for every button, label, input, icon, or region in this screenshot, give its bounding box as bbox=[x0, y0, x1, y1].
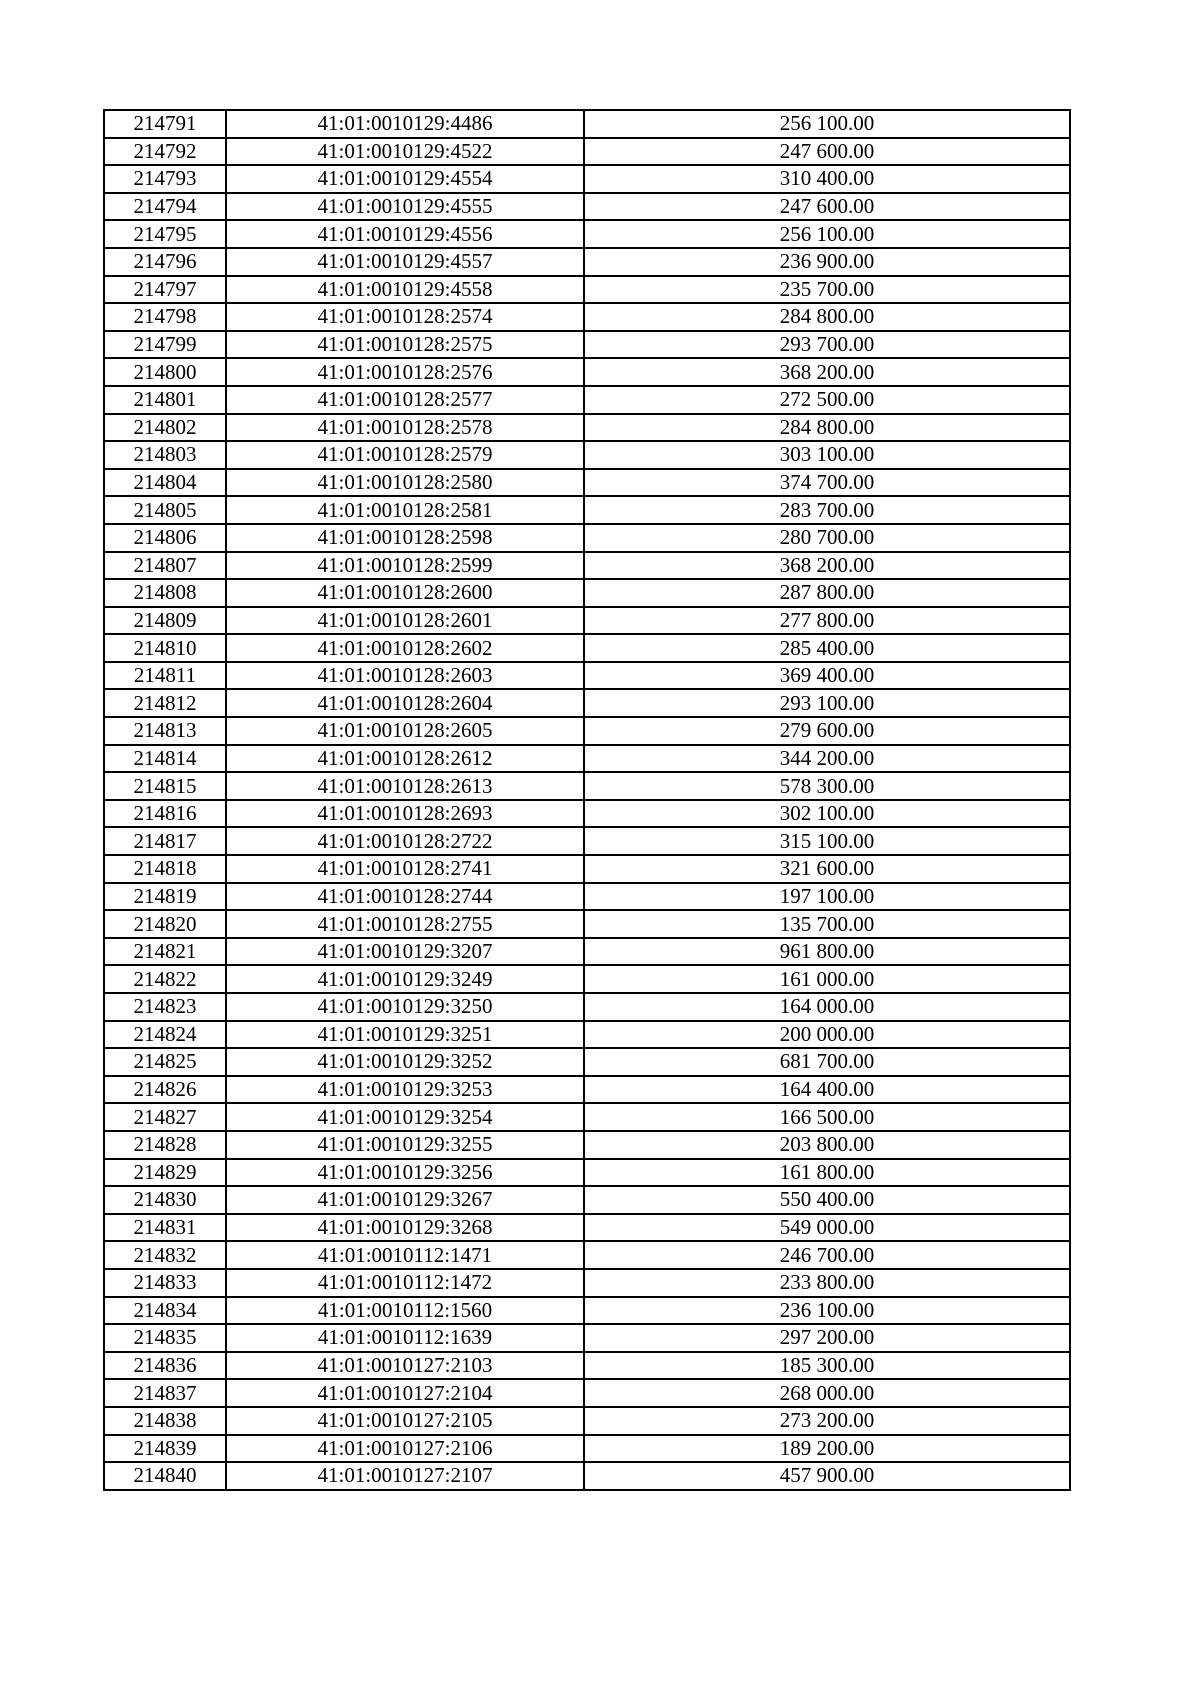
cadastral-value-cell: 233 800.00 bbox=[584, 1269, 1070, 1297]
table-row bbox=[104, 883, 1070, 911]
cadastral-value-cell: 961 800.00 bbox=[584, 938, 1070, 966]
table-row bbox=[104, 496, 1070, 524]
row-number-cell: 214818 bbox=[104, 855, 226, 883]
row-number-cell: 214820 bbox=[104, 910, 226, 938]
cadastral-value-cell: 321 600.00 bbox=[584, 855, 1070, 883]
cadastral-value-cell: 161 000.00 bbox=[584, 965, 1070, 993]
table-row bbox=[104, 1186, 1070, 1214]
row-number-cell: 214813 bbox=[104, 717, 226, 745]
table-row bbox=[104, 1297, 1070, 1325]
cadastral-value-cell: 268 000.00 bbox=[584, 1379, 1070, 1407]
row-number-cell: 214821 bbox=[104, 938, 226, 966]
row-number-cell: 214832 bbox=[104, 1241, 226, 1269]
cadastral-number-cell: 41:01:0010128:2598 bbox=[226, 524, 584, 552]
cadastral-value-cell: 247 600.00 bbox=[584, 138, 1070, 166]
cadastral-value-cell: 369 400.00 bbox=[584, 662, 1070, 690]
table-row bbox=[104, 248, 1070, 276]
table-row bbox=[104, 193, 1070, 221]
table-row bbox=[104, 1076, 1070, 1104]
row-number-cell: 214805 bbox=[104, 496, 226, 524]
cadastral-value-cell: 302 100.00 bbox=[584, 800, 1070, 828]
row-number-cell: 214808 bbox=[104, 579, 226, 607]
table-row bbox=[104, 220, 1070, 248]
table-row bbox=[104, 1131, 1070, 1159]
table-row bbox=[104, 303, 1070, 331]
cadastral-number-cell: 41:01:0010129:3268 bbox=[226, 1214, 584, 1242]
cadastral-number-cell: 41:01:0010127:2103 bbox=[226, 1352, 584, 1380]
table-row bbox=[104, 138, 1070, 166]
cadastral-number-cell: 41:01:0010128:2693 bbox=[226, 800, 584, 828]
row-number-cell: 214811 bbox=[104, 662, 226, 690]
table-row bbox=[104, 1352, 1070, 1380]
row-number-cell: 214836 bbox=[104, 1352, 226, 1380]
cadastral-number-cell: 41:01:0010128:2601 bbox=[226, 607, 584, 635]
cadastral-number-cell: 41:01:0010127:2106 bbox=[226, 1435, 584, 1463]
cadastral-value-cell: 315 100.00 bbox=[584, 827, 1070, 855]
cadastral-value-cell: 284 800.00 bbox=[584, 303, 1070, 331]
table-row bbox=[104, 276, 1070, 304]
cadastral-number-cell: 41:01:0010128:2578 bbox=[226, 414, 584, 442]
cadastral-number-cell: 41:01:0010129:3256 bbox=[226, 1159, 584, 1187]
table-row bbox=[104, 662, 1070, 690]
row-number-cell: 214817 bbox=[104, 827, 226, 855]
table-row bbox=[104, 1379, 1070, 1407]
table-row bbox=[104, 910, 1070, 938]
table-row bbox=[104, 800, 1070, 828]
cadastral-number-cell: 41:01:0010128:2613 bbox=[226, 772, 584, 800]
cadastral-value-cell: 297 200.00 bbox=[584, 1324, 1070, 1352]
table-row bbox=[104, 1435, 1070, 1463]
cadastral-value-cell: 164 000.00 bbox=[584, 993, 1070, 1021]
cadastral-number-cell: 41:01:0010112:1560 bbox=[226, 1297, 584, 1325]
table-row bbox=[104, 1407, 1070, 1435]
cadastral-value-cell: 280 700.00 bbox=[584, 524, 1070, 552]
cadastral-number-cell: 41:01:0010129:4557 bbox=[226, 248, 584, 276]
cadastral-value-cell: 185 300.00 bbox=[584, 1352, 1070, 1380]
cadastral-number-cell: 41:01:0010129:3255 bbox=[226, 1131, 584, 1159]
cadastral-number-cell: 41:01:0010129:3250 bbox=[226, 993, 584, 1021]
row-number-cell: 214826 bbox=[104, 1076, 226, 1104]
row-number-cell: 214823 bbox=[104, 993, 226, 1021]
table-row bbox=[104, 552, 1070, 580]
row-number-cell: 214797 bbox=[104, 276, 226, 304]
cadastral-number-cell: 41:01:0010128:2741 bbox=[226, 855, 584, 883]
table-row bbox=[104, 358, 1070, 386]
cadastral-number-cell: 41:01:0010112:1472 bbox=[226, 1269, 584, 1297]
table-row bbox=[104, 965, 1070, 993]
table-row bbox=[104, 441, 1070, 469]
cadastral-number-cell: 41:01:0010128:2576 bbox=[226, 358, 584, 386]
cadastral-value-cell: 203 800.00 bbox=[584, 1131, 1070, 1159]
cadastral-value-cell: 287 800.00 bbox=[584, 579, 1070, 607]
table-body bbox=[104, 110, 1070, 1490]
cadastral-number-cell: 41:01:0010128:2612 bbox=[226, 745, 584, 773]
cadastral-number-cell: 41:01:0010127:2104 bbox=[226, 1379, 584, 1407]
cadastral-value-cell: 277 800.00 bbox=[584, 607, 1070, 635]
table-row bbox=[104, 1241, 1070, 1269]
cadastral-value-cell: 681 700.00 bbox=[584, 1048, 1070, 1076]
row-number-cell: 214816 bbox=[104, 800, 226, 828]
cadastral-number-cell: 41:01:0010128:2744 bbox=[226, 883, 584, 911]
cadastral-value-cell: 284 800.00 bbox=[584, 414, 1070, 442]
cadastral-number-cell: 41:01:0010129:3249 bbox=[226, 965, 584, 993]
cadastral-number-cell: 41:01:0010128:2574 bbox=[226, 303, 584, 331]
cadastral-value-cell: 200 000.00 bbox=[584, 1021, 1070, 1049]
cadastral-number-cell: 41:01:0010112:1471 bbox=[226, 1241, 584, 1269]
row-number-cell: 214830 bbox=[104, 1186, 226, 1214]
cadastral-value-cell: 272 500.00 bbox=[584, 386, 1070, 414]
cadastral-value-cell: 256 100.00 bbox=[584, 110, 1070, 138]
cadastral-number-cell: 41:01:0010127:2107 bbox=[226, 1462, 584, 1490]
cadastral-number-cell: 41:01:0010128:2599 bbox=[226, 552, 584, 580]
cadastral-number-cell: 41:01:0010129:3252 bbox=[226, 1048, 584, 1076]
table-row bbox=[104, 607, 1070, 635]
cadastral-value-cell: 578 300.00 bbox=[584, 772, 1070, 800]
row-number-cell: 214825 bbox=[104, 1048, 226, 1076]
table-row bbox=[104, 110, 1070, 138]
row-number-cell: 214819 bbox=[104, 883, 226, 911]
cadastral-value-cell: 161 800.00 bbox=[584, 1159, 1070, 1187]
cadastral-value-cell: 310 400.00 bbox=[584, 165, 1070, 193]
cadastral-number-cell: 41:01:0010129:4558 bbox=[226, 276, 584, 304]
cadastral-number-cell: 41:01:0010128:2755 bbox=[226, 910, 584, 938]
cadastral-value-cell: 235 700.00 bbox=[584, 276, 1070, 304]
row-number-cell: 214835 bbox=[104, 1324, 226, 1352]
cadastral-value-cell: 283 700.00 bbox=[584, 496, 1070, 524]
row-number-cell: 214793 bbox=[104, 165, 226, 193]
row-number-cell: 214828 bbox=[104, 1131, 226, 1159]
cadastral-number-cell: 41:01:0010128:2581 bbox=[226, 496, 584, 524]
row-number-cell: 214809 bbox=[104, 607, 226, 635]
row-number-cell: 214810 bbox=[104, 634, 226, 662]
cadastral-value-cell: 135 700.00 bbox=[584, 910, 1070, 938]
cadastral-value-cell: 166 500.00 bbox=[584, 1103, 1070, 1131]
row-number-cell: 214806 bbox=[104, 524, 226, 552]
cadastral-value-cell: 246 700.00 bbox=[584, 1241, 1070, 1269]
table-row bbox=[104, 634, 1070, 662]
cadastral-value-cell: 279 600.00 bbox=[584, 717, 1070, 745]
table-row bbox=[104, 524, 1070, 552]
table-row bbox=[104, 1324, 1070, 1352]
table-row bbox=[104, 165, 1070, 193]
row-number-cell: 214800 bbox=[104, 358, 226, 386]
cadastral-value-cell: 374 700.00 bbox=[584, 469, 1070, 497]
row-number-cell: 214812 bbox=[104, 689, 226, 717]
row-number-cell: 214803 bbox=[104, 441, 226, 469]
cadastral-number-cell: 41:01:0010129:4522 bbox=[226, 138, 584, 166]
cadastral-value-cell: 189 200.00 bbox=[584, 1435, 1070, 1463]
cadastral-value-cell: 285 400.00 bbox=[584, 634, 1070, 662]
row-number-cell: 214815 bbox=[104, 772, 226, 800]
cadastral-value-cell: 344 200.00 bbox=[584, 745, 1070, 773]
cadastral-value-cell: 273 200.00 bbox=[584, 1407, 1070, 1435]
cadastral-number-cell: 41:01:0010129:3251 bbox=[226, 1021, 584, 1049]
row-number-cell: 214822 bbox=[104, 965, 226, 993]
table-row bbox=[104, 414, 1070, 442]
cadastral-number-cell: 41:01:0010128:2600 bbox=[226, 579, 584, 607]
cadastral-number-cell: 41:01:0010112:1639 bbox=[226, 1324, 584, 1352]
cadastral-value-table bbox=[103, 109, 1071, 1491]
cadastral-value-cell: 236 900.00 bbox=[584, 248, 1070, 276]
cadastral-value-cell: 457 900.00 bbox=[584, 1462, 1070, 1490]
row-number-cell: 214814 bbox=[104, 745, 226, 773]
cadastral-number-cell: 41:01:0010129:3253 bbox=[226, 1076, 584, 1104]
cadastral-number-cell: 41:01:0010129:3207 bbox=[226, 938, 584, 966]
table-row bbox=[104, 717, 1070, 745]
table-row bbox=[104, 1462, 1070, 1490]
row-number-cell: 214802 bbox=[104, 414, 226, 442]
cadastral-value-cell: 293 700.00 bbox=[584, 331, 1070, 359]
table-row bbox=[104, 1159, 1070, 1187]
cadastral-number-cell: 41:01:0010129:4486 bbox=[226, 110, 584, 138]
cadastral-number-cell: 41:01:0010128:2722 bbox=[226, 827, 584, 855]
table-row bbox=[104, 331, 1070, 359]
table-row bbox=[104, 1103, 1070, 1131]
row-number-cell: 214838 bbox=[104, 1407, 226, 1435]
table-row bbox=[104, 1269, 1070, 1297]
table-row bbox=[104, 689, 1070, 717]
row-number-cell: 214839 bbox=[104, 1435, 226, 1463]
row-number-cell: 214833 bbox=[104, 1269, 226, 1297]
cadastral-number-cell: 41:01:0010129:3254 bbox=[226, 1103, 584, 1131]
row-number-cell: 214824 bbox=[104, 1021, 226, 1049]
row-number-cell: 214840 bbox=[104, 1462, 226, 1490]
cadastral-number-cell: 41:01:0010128:2604 bbox=[226, 689, 584, 717]
cadastral-value-cell: 549 000.00 bbox=[584, 1214, 1070, 1242]
row-number-cell: 214837 bbox=[104, 1379, 226, 1407]
cadastral-number-cell: 41:01:0010128:2603 bbox=[226, 662, 584, 690]
row-number-cell: 214796 bbox=[104, 248, 226, 276]
cadastral-value-cell: 256 100.00 bbox=[584, 220, 1070, 248]
cadastral-number-cell: 41:01:0010128:2605 bbox=[226, 717, 584, 745]
cadastral-number-cell: 41:01:0010127:2105 bbox=[226, 1407, 584, 1435]
cadastral-number-cell: 41:01:0010129:3267 bbox=[226, 1186, 584, 1214]
cadastral-value-cell: 550 400.00 bbox=[584, 1186, 1070, 1214]
cadastral-value-cell: 164 400.00 bbox=[584, 1076, 1070, 1104]
cadastral-value-cell: 293 100.00 bbox=[584, 689, 1070, 717]
cadastral-number-cell: 41:01:0010129:4554 bbox=[226, 165, 584, 193]
row-number-cell: 214794 bbox=[104, 193, 226, 221]
row-number-cell: 214827 bbox=[104, 1103, 226, 1131]
table-row bbox=[104, 1048, 1070, 1076]
cadastral-number-cell: 41:01:0010128:2579 bbox=[226, 441, 584, 469]
row-number-cell: 214798 bbox=[104, 303, 226, 331]
row-number-cell: 214799 bbox=[104, 331, 226, 359]
row-number-cell: 214791 bbox=[104, 110, 226, 138]
table-row bbox=[104, 745, 1070, 773]
row-number-cell: 214831 bbox=[104, 1214, 226, 1242]
cadastral-number-cell: 41:01:0010128:2580 bbox=[226, 469, 584, 497]
cadastral-value-cell: 197 100.00 bbox=[584, 883, 1070, 911]
table-row bbox=[104, 1021, 1070, 1049]
table-row bbox=[104, 579, 1070, 607]
table-row bbox=[104, 993, 1070, 1021]
row-number-cell: 214807 bbox=[104, 552, 226, 580]
table-row bbox=[104, 938, 1070, 966]
cadastral-value-cell: 368 200.00 bbox=[584, 552, 1070, 580]
row-number-cell: 214804 bbox=[104, 469, 226, 497]
table-row bbox=[104, 772, 1070, 800]
cadastral-number-cell: 41:01:0010129:4556 bbox=[226, 220, 584, 248]
row-number-cell: 214801 bbox=[104, 386, 226, 414]
row-number-cell: 214792 bbox=[104, 138, 226, 166]
row-number-cell: 214834 bbox=[104, 1297, 226, 1325]
table-row bbox=[104, 827, 1070, 855]
row-number-cell: 214795 bbox=[104, 220, 226, 248]
table-row bbox=[104, 386, 1070, 414]
cadastral-value-cell: 236 100.00 bbox=[584, 1297, 1070, 1325]
cadastral-value-cell: 368 200.00 bbox=[584, 358, 1070, 386]
cadastral-number-cell: 41:01:0010128:2602 bbox=[226, 634, 584, 662]
cadastral-value-cell: 247 600.00 bbox=[584, 193, 1070, 221]
table-row bbox=[104, 469, 1070, 497]
cadastral-number-cell: 41:01:0010129:4555 bbox=[226, 193, 584, 221]
row-number-cell: 214829 bbox=[104, 1159, 226, 1187]
cadastral-number-cell: 41:01:0010128:2577 bbox=[226, 386, 584, 414]
table-row bbox=[104, 855, 1070, 883]
table-row bbox=[104, 1214, 1070, 1242]
cadastral-number-cell: 41:01:0010128:2575 bbox=[226, 331, 584, 359]
cadastral-value-cell: 303 100.00 bbox=[584, 441, 1070, 469]
